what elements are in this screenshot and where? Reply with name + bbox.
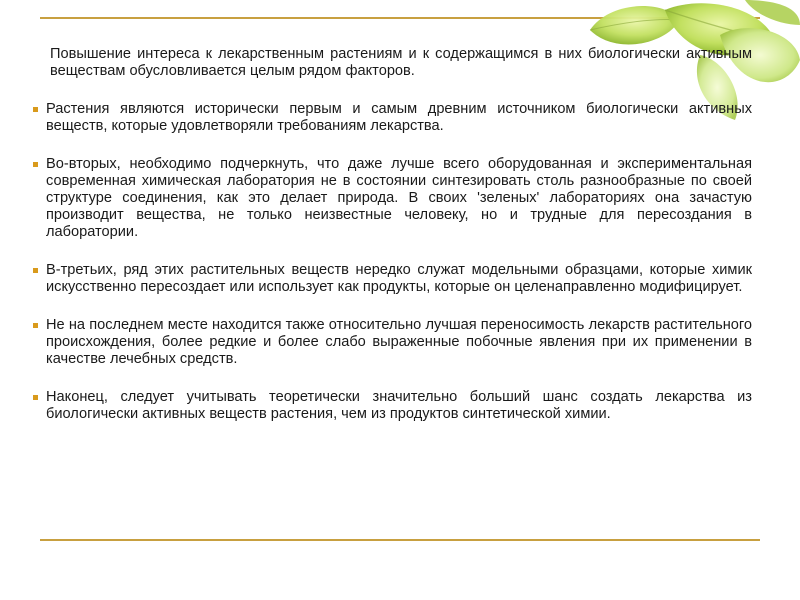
bullet-item (46, 317, 752, 368)
bullet-item-text: Растения являются исторически первым и самым древним источником биологически активных веществ, которые удовлетворяли требованиям лекарства. (46, 101, 752, 134)
bullet-marker (33, 107, 38, 112)
bottom-divider (40, 539, 760, 541)
bullet-item-text: Во-вторых, необходимо подчеркнуть, что даже лучше всего оборудованная и экспериментальная современная химическая лаборатория не в состоянии синтезировать столь разнообразные по своей структуре соединения, как это делает природа. В своих 'зеленых' лабораториях она зачастую производит вещества, не только неизвестные человеку, но и трудные для пересоздания в лаборатории. (46, 156, 752, 240)
bullet-marker (33, 162, 38, 167)
bullet-item (46, 101, 752, 135)
bullet-item (46, 389, 752, 423)
bullet-marker (33, 268, 38, 273)
bullet-marker (33, 395, 38, 400)
bullet-item (46, 262, 752, 296)
body-text (46, 46, 752, 444)
bullet-marker (33, 323, 38, 328)
bullet-item-text: Не на последнем месте находится также относительно лучшая переносимость лекарств растительного происхождения, более редкие и более слабо выраженные побочные явления при их применении в качестве лечебных средств. (46, 317, 752, 367)
bullet-item (46, 156, 752, 241)
bullet-item-text: Наконец, следует учитывать теоретически значительно больший шанс создать лекарства из биологически активных веществ растения, чем из продуктов синтетической химии. (46, 389, 752, 422)
bullet-item-text: В-третьих, ряд этих растительных веществ нередко служат модельными образцами, которые химик искусственно пересоздает или использует как продукты, которые он целенаправленно модифицирует. (46, 262, 752, 295)
paragraph-intro (46, 46, 752, 80)
paragraph-intro-text: Повышение интереса к лекарственным растениям и к содержащимся в них биологически активным веществам обусловливается целым рядом факторов. (50, 46, 752, 79)
